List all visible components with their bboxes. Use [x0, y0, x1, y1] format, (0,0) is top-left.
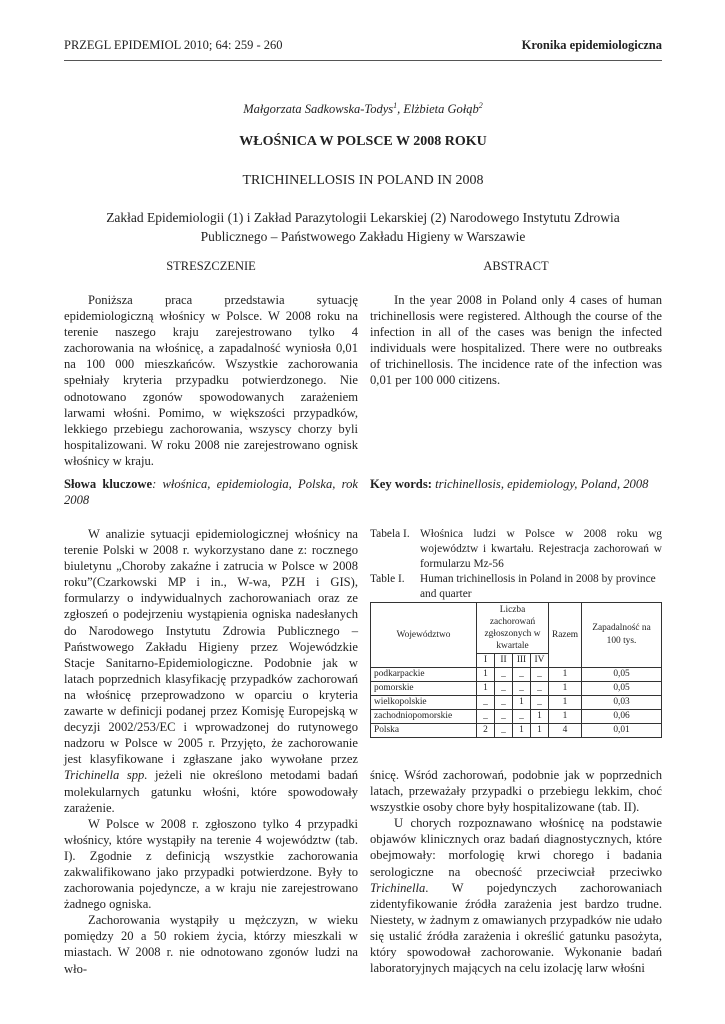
header-divider: [64, 60, 662, 61]
journal-citation: PRZEGL EPIDEMIOL 2010; 64: 259 - 260: [64, 38, 283, 52]
keywords-pl: : włośnica, epidemiologia, Polska, rok 2008: [64, 477, 358, 508]
table-body: [371, 668, 662, 738]
author-2-affiliation: 2: [478, 101, 483, 110]
title-english: TRICHINELLOSIS IN POLAND IN 2008: [242, 173, 484, 188]
keywords-en: trichinellosis, epidemiology, Poland, 2008: [431, 477, 649, 491]
cell-wojewodztwo: wielkopolskie: [371, 696, 477, 710]
table-caption-en-text: Human trichinellosis in Poland in 2008 by province and quarter: [420, 573, 656, 600]
header-razem: Razem: [549, 603, 582, 668]
cell-quarter-4: _: [531, 682, 549, 696]
header-q1: I: [477, 654, 495, 668]
authors: [64, 101, 662, 117]
table-caption: [370, 527, 662, 602]
cell-quarter-2: _: [495, 668, 513, 682]
cell-quarter-4: _: [531, 668, 549, 682]
cell-quarter-3: 1: [513, 696, 531, 710]
cell-quarter-4: 1: [531, 724, 549, 738]
cell-wojewodztwo: Polska: [371, 724, 477, 738]
cell-wojewodztwo: zachodniopomorskie: [371, 710, 477, 724]
cell-quarter-4: _: [531, 696, 549, 710]
table-row: [371, 696, 662, 710]
cell-razem: 4: [549, 724, 582, 738]
table-row: [371, 724, 662, 738]
keywords-label-pl: Słowa kluczowe: [64, 477, 153, 491]
affiliation-line-1: Zakład Epidemiologii (1) i Zakład Parazytologii Lekarskiej (2) Narodowego Instytutu Zdrowia: [106, 210, 620, 225]
title-polish: WŁOŚNICA W POLSCE W 2008 ROKU: [239, 134, 487, 149]
table-header-row: [371, 603, 662, 654]
cell-quarter-3: 1: [513, 724, 531, 738]
table-caption-pl-label: Tabela I.: [370, 528, 410, 540]
header-zapadalnosc: Zapadalność na 100 tys.: [582, 603, 662, 668]
cell-razem: 1: [549, 696, 582, 710]
streszczenie-heading: STRESZCZENIE: [166, 259, 256, 273]
cell-zapadalnosc: 0,05: [582, 682, 662, 696]
cell-quarter-4: 1: [531, 710, 549, 724]
header-q4: IV: [531, 654, 549, 668]
cell-quarter-1: 2: [477, 724, 495, 738]
body-paragraph-1: [64, 526, 358, 816]
keywords-label-en: Key words:: [370, 477, 432, 491]
body-right-paragraph-1: śnicę. Wśród zachorowań, podobnie jak w poprzednich latach, przeważały przypadki o przebiegu lekkim, choć wszystkie osoby chore były hospitalizowane (tab. II).: [370, 768, 662, 815]
header-q2: II: [495, 654, 513, 668]
cell-quarter-2: _: [495, 724, 513, 738]
streszczenie-keywords: [64, 476, 358, 508]
cell-quarter-3: _: [513, 668, 531, 682]
affiliation-line-2: Publicznego – Państwowego Zakładu Higieny w Warszawie: [200, 229, 526, 244]
cell-quarter-3: _: [513, 710, 531, 724]
table-caption-en: [370, 572, 662, 602]
body-left-column: [64, 526, 358, 977]
body-right-p2-text: U chorych rozpoznawano włośnicę na podstawie objawów klinicznych oraz badań diagnostycznych, które obejmowały: morfologię krwi chorego i badania serologiczne na obecność przeciwciał przeciwko: [370, 816, 662, 879]
cell-quarter-2: _: [495, 682, 513, 696]
body-paragraph-3: Zachorowania wystąpiły u mężczyzn, w wieku pomiędzy 20 a 50 rokiem życia, którzy mieszkali w miastach. W 2008 r. nie odnotowano zgonów ludzi na wło-: [64, 913, 358, 976]
body-p1-species: Trichinella spp.: [64, 768, 148, 783]
abstract-text: In the year 2008 in Poland only 4 cases of human trichinellosis were registered. Although the course of the infection in all of the cases was benign the infected individuals were hospitalized. There were no outbreaks of trichinellosis. The incidence rate of the infection was 0,01 per 100 000 citizens.: [370, 293, 662, 388]
cell-wojewodztwo: pomorskie: [371, 682, 477, 696]
abstract-keywords: [370, 476, 662, 492]
cell-razem: 1: [549, 710, 582, 724]
table-row: [371, 710, 662, 724]
streszczenie-text: Poniższa praca przedstawia sytuację epidemiologiczną włośnicy w Polsce. W 2008 roku na terenie naszego kraju zarejestrowano tylko 4 zachorowania na włośnicę, a zapadalność wyniosła 0,01 na 100 000 mieszkańców. Wszystkie zachorowania spełniały kryteria przypadku potwierdzonego. Nie odnotowano zgonów spowodowanych zarażeniem larwami włośni. Pomimo, w większości przypadków, lekkiego przebiegu zachorowania, wszyscy chorzy byli hospitalizowani. W roku 2008 nie zarejestrowano ognisk włośnicy w kraju.: [64, 293, 358, 468]
body-p1-text: W analizie sytuacji epidemiologicznej włośnicy na terenie Polski w 2008 r. wykorzystano dane z: rocznego biuletynu „Choroby zakaźne i zatrucia w Polsce w 2008 roku”(Czarkowski MP i in., W-wa, PZH i GIS), formularzy o indywidualnych zachorowaniach oraz ze zgłoszeń o podejrzeniu wystąpienia ogniska nadesłanych do Narodowego Instytutu Zdrowia Publicznego – Państwowego Zakładu Higieny przez Wojewódzkie Stacje Sanitarno-Epidemiologiczne. Podobnie jak w latach poprzednich klasyfikację przypadków zachorowań na włośnicę przeprowadzono w oparciu o kryteria zawarte w definicji podanej przez Komisję Europejską w decyzji 2002/253/EC i wprowadzonej do rutynowego nadzoru w Polsce w 2005 r. Przyjęto, że zachorowanie jest klasyfikowane i zgłaszane jako wywołane przez: [64, 527, 358, 767]
cell-zapadalnosc: 0,01: [582, 724, 662, 738]
cell-quarter-1: 1: [477, 682, 495, 696]
body-paragraph-2: W Polsce w 2008 r. zgłoszono tylko 4 przypadki włośnicy, które wystąpiły na terenie 4 województw (tab. I). Zgodnie z definicją wszystkie zachorowania zakwalifikowano jako przypadki potwierdzone. Były to zachorowania pojedyncze, a w kraju nie zarejestrowano żadnego ogniska.: [64, 816, 358, 912]
cell-quarter-1: _: [477, 696, 495, 710]
table-caption-pl-text: Włośnica ludzi w Polsce w 2008 roku wg województw i kwartału. Rejestracja zachorowań w formularzu Mz-56: [420, 528, 662, 570]
cell-quarter-1: 1: [477, 668, 495, 682]
header-liczba: Liczba zachorowań zgłoszonych w kwartale: [477, 603, 549, 654]
body-right-p2-genus: Trichinella: [370, 880, 426, 895]
body-right-p2-end: . W pojedynczych zachorowaniach zidentyfikowanie źródła zarażenia jest bardzo trudne. Niestety, w żadnym z omawianych przypadków nie udało się ustalić źródła zarażenia i określić gatunku pasożyta, który spowodował zachorowanie. Wykonanie badań laboratoryjnych mających na celu izolację larw włośni: [370, 880, 662, 976]
body-right-column: [370, 767, 662, 976]
body-right-paragraph-2: [370, 815, 662, 976]
trichinellosis-table: [370, 602, 662, 738]
table-row: [371, 668, 662, 682]
header-wojewodztwo: Województwo: [371, 603, 477, 668]
author-separator: ,: [397, 102, 404, 117]
affiliation: [64, 208, 662, 246]
header-q3: III: [513, 654, 531, 668]
cell-razem: 1: [549, 682, 582, 696]
cell-quarter-1: _: [477, 710, 495, 724]
cell-quarter-3: _: [513, 682, 531, 696]
body-p1-end: jeżeli nie określono metodami badań molekularnych gatunku włośni, które spowodowały zarażenie.: [64, 768, 358, 815]
author-1-affiliation: 1: [393, 101, 398, 110]
cell-zapadalnosc: 0,06: [582, 710, 662, 724]
table-caption-pl: [370, 527, 662, 572]
abstract-heading: ABSTRACT: [483, 259, 549, 273]
cell-wojewodztwo: podkarpackie: [371, 668, 477, 682]
cell-zapadalnosc: 0,03: [582, 696, 662, 710]
table-row: [371, 682, 662, 696]
cell-razem: 1: [549, 668, 582, 682]
cell-quarter-2: _: [495, 710, 513, 724]
cell-quarter-2: _: [495, 696, 513, 710]
author-2: Elżbieta Gołąb: [403, 102, 479, 117]
table-caption-en-label: Table I.: [370, 573, 405, 585]
section-name: Kronika epidemiologiczna: [521, 38, 662, 52]
cell-zapadalnosc: 0,05: [582, 668, 662, 682]
author-1: Małgorzata Sadkowska-Todys: [243, 102, 394, 117]
